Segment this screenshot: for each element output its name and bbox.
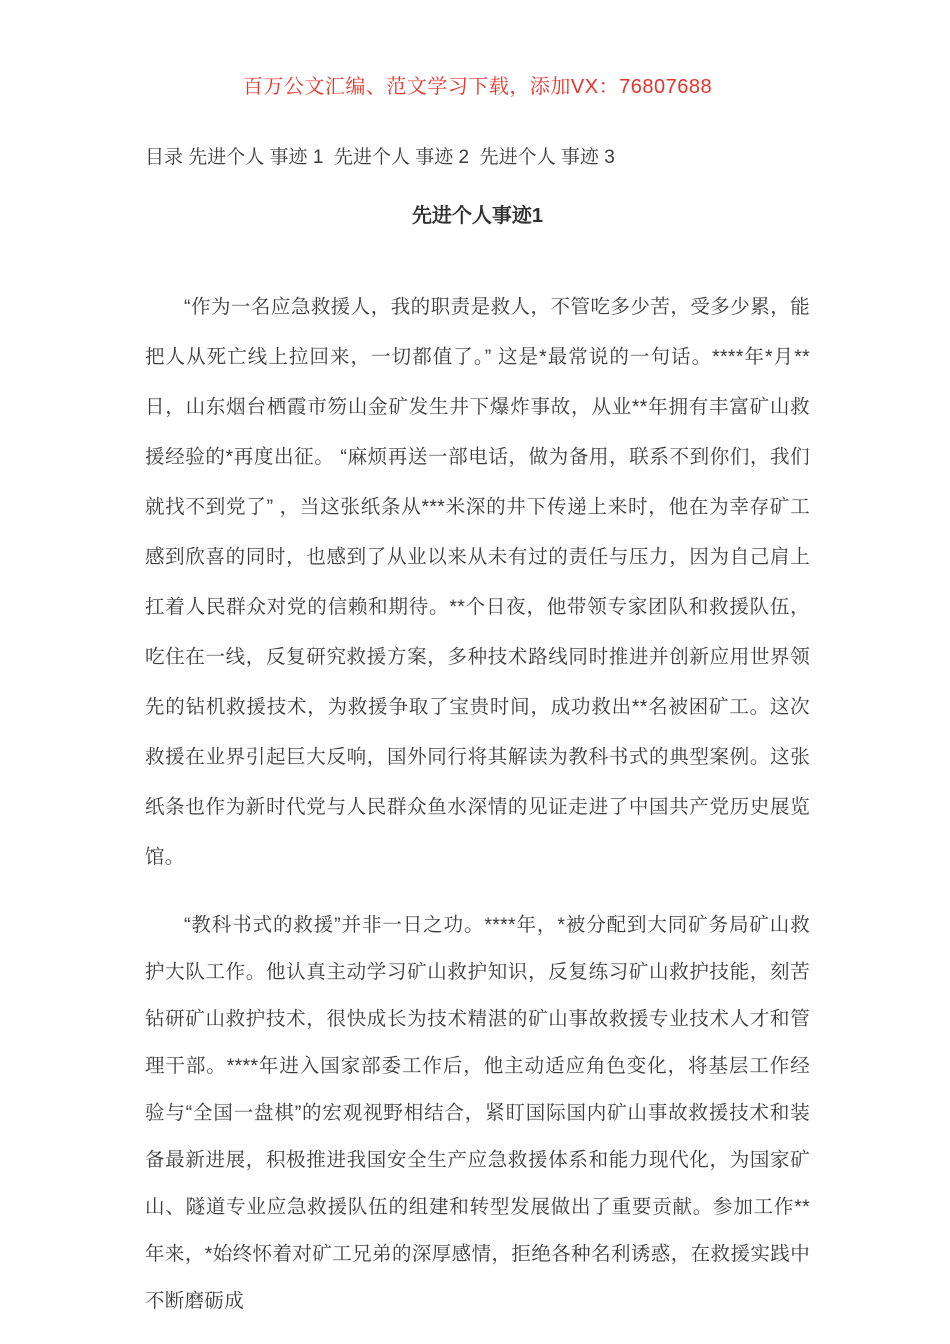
document-title: 先进个人事迹1 — [411, 205, 544, 227]
body-paragraph-1: “作为一名应急救援人，我的职责是救人，不管吃多少苦，受多少累，能把人从死亡线上拉回来，一切都值了。” 这是*最常说的一句话。****年*月**日，山东烟台栖霞市笏山金矿发生井下爆炸事故，从业**年拥有丰富矿山救援经验的*再度出征。 “麻烦再送一部电话，做为备用，联系不到你们，我们就找不到党了” ，当这张纸条从***米深的井下传递上来时，他在为幸存矿工感到欣喜的同时，也感到了从业以来从未有过的责任与压力，因为自己肩上扛着人民群众对党的信赖和期待。**个日夜，他带领专家团队和救援队伍，吃住在一线，反复研究救援方案，多种技术路线同时推进并创新应用世界领先的钻机救援技术，为救援争取了宝贵时间，成功救出**名被困矿工。这次救援在业界引起巨大反响，国外同行将其解读为教科书式的典型案例。这张纸条也作为新时代党与人民群众鱼水深情的见证走进了中国共产党历史展览馆。 — [145, 296, 810, 868]
promo-notice: 百万公文汇编、范文学习下载，添加VX：76807688 — [242, 76, 713, 98]
body-paragraph-2: “教科书式的救援”并非一日之功。****年，*被分配到大同矿务局矿山救护大队工作。他认真主动学习矿山救护知识，反复练习矿山救护技能，刻苦钻研矿山救护技术，很快成长为技术精湛的矿山事故救援专业技术人才和管理干部。****年进入国家部委工作后，他主动适应角色变化，将基层工作经验与“全国一盘棋”的宏观视野相结合，紧盯国际国内矿山事故救援技术和装备最新进展，积极推进我国安全生产应急救援体系和能力现代化，为国家矿山、隧道专业应急救援队伍的组建和转型发展做出了重要贡献。参加工作**年来，*始终怀着对矿工兄弟的深厚感情，拒绝各种名利诱惑，在救援实践中不断磨砺成 — [145, 914, 810, 1312]
toc-line: 目录 先进个人 事迹 1 先进个人 事迹 2 先进个人 事迹 3 — [145, 147, 615, 168]
